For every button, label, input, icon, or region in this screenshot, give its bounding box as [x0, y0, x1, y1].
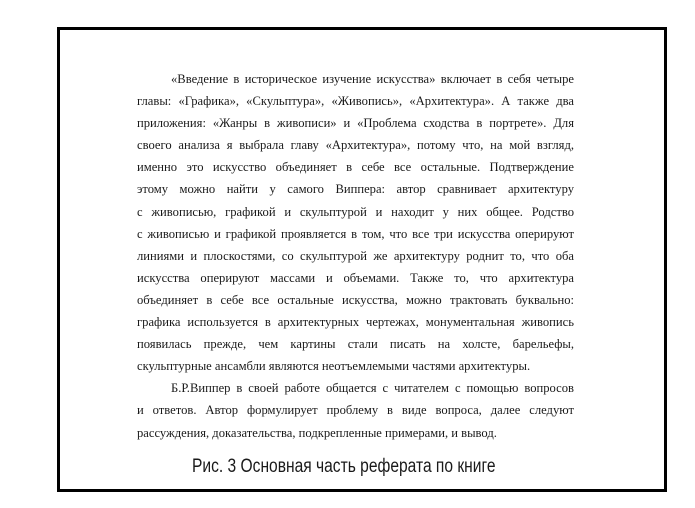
- text-line: рассуждения, доказательства, подкрепленные примерами, и вывод.: [137, 425, 497, 440]
- text-line: «Введение в историческое изучение искусства» включает в себя четыре: [171, 72, 574, 86]
- paragraph-2: [137, 377, 574, 443]
- text-line: линиями и плоскостями, со скульптурой же архитектуру роднит то, что оба: [137, 248, 574, 263]
- text-line: с живописью и графикой проявляется в том, что все три искусства оперируют: [137, 226, 574, 241]
- text-line: приложения: «Жанры в живописи» и «Проблема сходства в портрете». Для: [137, 116, 574, 131]
- text-line: своего анализа я выбрала главу «Архитектура», потому что, на мой взгляд,: [137, 138, 574, 153]
- text-line: Б.Р.Виппер в своей работе общается с читателем с помощью вопросов: [171, 381, 574, 396]
- text-line: именно это искусство объединяет в себе все остальные. Подтверждение: [137, 160, 574, 175]
- text-line: с живописью, графикой и скульптурой и находит у них общее. Родство: [137, 204, 574, 219]
- text-line: искусства оперируют массами и объемами. Также то, что архитектура: [137, 270, 574, 285]
- figure-caption: Рис. 3 Основная часть реферата по книге: [192, 456, 496, 477]
- text-line: главы: «Графика», «Скульптура», «Живопись», «Архитектура». А также два: [137, 94, 574, 109]
- text-line: этому можно найти у самого Виппера: автор сравнивает архитектуру: [137, 182, 574, 197]
- text-line: и ответов. Автор формулирует проблему в виде вопроса, далее следуют: [137, 403, 574, 418]
- text-line: графика используется в архитектурных чертежах, монументальная живопись: [137, 315, 574, 330]
- text-line: появилась прежде, чем картины стали писать на холсте, барельефы,: [137, 337, 574, 352]
- text-line: объединяет в себе все остальные искусства, можно трактовать буквально:: [137, 292, 574, 307]
- paragraph-1: [137, 68, 574, 377]
- text-line: скульптурные ансамбли являются неотъемлемыми частями архитектуры.: [137, 359, 531, 374]
- document-text: [137, 68, 574, 444]
